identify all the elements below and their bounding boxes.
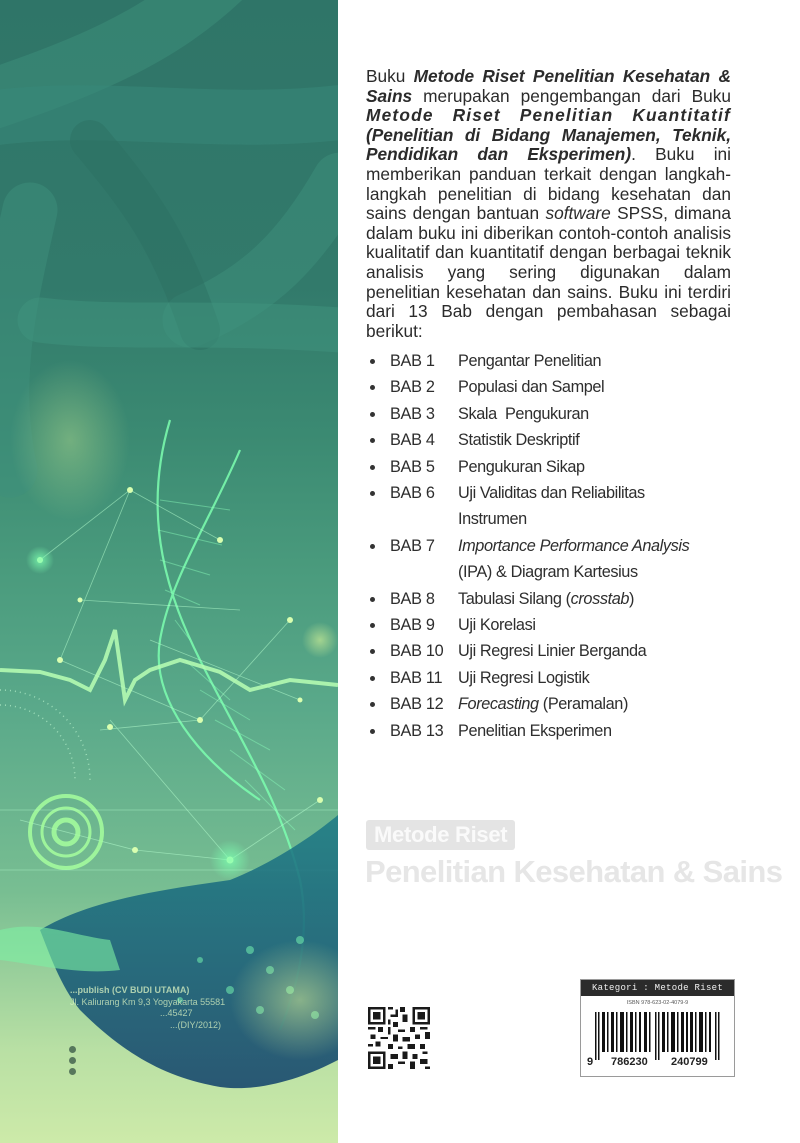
chapter-title-italic: Forecasting bbox=[458, 695, 539, 714]
chapter-title-text: ) bbox=[629, 589, 635, 608]
chapter-item bbox=[366, 374, 736, 400]
chapter-number: BAB 7 bbox=[390, 536, 435, 555]
publisher-phone: ...45427 bbox=[160, 1008, 193, 1018]
series-tag: Metode Riset bbox=[366, 820, 515, 850]
barcode-bars-icon bbox=[595, 1012, 721, 1060]
chapter-title bbox=[458, 533, 736, 586]
source-book-title: Metode Riset Penelitian Kuantitatif bbox=[366, 105, 731, 126]
chapter-title: Populasi dan Sampel bbox=[458, 378, 605, 397]
chapter-number: BAB 12 bbox=[390, 695, 444, 714]
chapter-number: BAB 4 bbox=[390, 431, 435, 450]
email-icon bbox=[69, 1068, 76, 1075]
social-icon bbox=[69, 1046, 76, 1053]
chapter-title: Uji Korelasi bbox=[458, 616, 536, 635]
chapter-title: Uji Regresi Linier Berganda bbox=[458, 642, 647, 661]
barcode-digits-left: 786230 bbox=[611, 1056, 648, 1068]
publisher-address: Jl. Kaliurang Km 9,3 Yogyakarta 55581 bbox=[70, 996, 226, 1007]
desc-text: . Buku ini memberikan panduan terkait dengan langkah-langkah penelitian di bidang kesehatan dan sains dengan bantuan bbox=[366, 144, 731, 224]
chapter-title bbox=[458, 691, 736, 717]
chapter-number: BAB 10 bbox=[390, 642, 444, 661]
source-book-subtitle: (Penelitian di Bidang Manajemen, Teknik, Pendidikan dan Eksperimen) bbox=[366, 124, 731, 165]
watermark-title: Penelitian Kesehatan & Sains bbox=[365, 854, 783, 889]
book-description bbox=[366, 67, 731, 341]
publisher-name: ...publish (CV BUDI UTAMA) bbox=[70, 985, 190, 995]
chapter-item bbox=[366, 401, 736, 427]
chapter-number: BAB 1 bbox=[390, 352, 435, 370]
chapter-item bbox=[366, 348, 736, 374]
chapter-title-text: Tabulasi Silang ( bbox=[458, 589, 571, 608]
chapter-number: BAB 9 bbox=[390, 616, 435, 635]
dna-network-illustration bbox=[0, 0, 338, 1143]
chapter-title: Pengukuran Sikap bbox=[458, 457, 585, 476]
chapter-number: BAB 2 bbox=[390, 378, 435, 397]
isbn-barcode bbox=[580, 979, 735, 1077]
chapter-title bbox=[458, 480, 736, 533]
chapter-item bbox=[366, 718, 736, 744]
chapter-number: BAB 6 bbox=[390, 484, 435, 503]
chapter-title-text: (Peramalan) bbox=[538, 695, 628, 714]
chapter-title: Skala Pengukuran bbox=[458, 404, 589, 423]
chapter-number: BAB 8 bbox=[390, 589, 435, 608]
chapter-item bbox=[366, 612, 736, 638]
chapter-item bbox=[366, 691, 736, 717]
chapter-number: BAB 11 bbox=[390, 668, 443, 687]
desc-text: Buku bbox=[366, 66, 414, 86]
chapter-item bbox=[366, 638, 736, 664]
publisher-membership: ...(DIY/2012) bbox=[170, 1019, 222, 1030]
chapter-item bbox=[366, 480, 736, 533]
chapter-item bbox=[366, 533, 736, 586]
chapter-number: BAB 3 bbox=[390, 404, 435, 423]
category-label: Kategori : Metode Riset bbox=[581, 980, 734, 996]
qr-code-icon bbox=[368, 1007, 430, 1069]
chapter-item bbox=[366, 427, 736, 453]
barcode-digit-first: 9 bbox=[587, 1056, 594, 1068]
chapter-title-line2: Instrumen bbox=[458, 510, 527, 529]
chapter-title-line1: Importance Performance Analysis bbox=[458, 536, 690, 555]
isbn-number: ISBN 978-623-02-4079-9 bbox=[626, 1000, 689, 1006]
chapter-number: BAB 13 bbox=[390, 721, 444, 740]
chapter-title-line2: (IPA) & Diagram Kartesius bbox=[458, 563, 638, 582]
chapter-title bbox=[458, 586, 736, 612]
chapter-title: Penelitian Eksperimen bbox=[458, 721, 612, 740]
publisher-contact-icons bbox=[69, 1046, 76, 1079]
desc-text: SPSS, dimana dalam buku ini diberikan contoh-contoh analisis kualitatif dan kuantitatif dengan berbagai teknik analisis yang sering digunakan dalam penelitian kesehatan dan sains. Buku ini terdiri dari 13 Bab dengan pembahasan sebagai berikut: bbox=[366, 203, 731, 341]
chapter-list bbox=[366, 348, 736, 744]
chapter-title: Statistik Deskriptif bbox=[458, 431, 580, 450]
barcode-digits-right: 240799 bbox=[671, 1056, 708, 1068]
chapter-title: Pengantar Penelitian bbox=[458, 352, 602, 370]
book-title-emphasis: Metode Riset Penelitian Kesehatan & Sains bbox=[366, 66, 731, 106]
desc-text: merupakan pengembangan dari Buku bbox=[412, 85, 731, 106]
chapter-number: BAB 5 bbox=[390, 457, 435, 476]
chapter-title-line1: Uji Validitas dan Reliabilitas bbox=[458, 484, 645, 503]
publisher-info bbox=[70, 985, 225, 1031]
chapter-item bbox=[366, 586, 736, 612]
web-icon bbox=[69, 1057, 76, 1064]
cover-artwork-panel bbox=[0, 0, 338, 1143]
chapter-item bbox=[366, 665, 736, 691]
chapter-title-italic: crosstab bbox=[570, 589, 630, 608]
software-word: software bbox=[545, 203, 611, 224]
chapter-item bbox=[366, 454, 736, 480]
chapter-title: Uji Regresi Logistik bbox=[458, 668, 590, 687]
